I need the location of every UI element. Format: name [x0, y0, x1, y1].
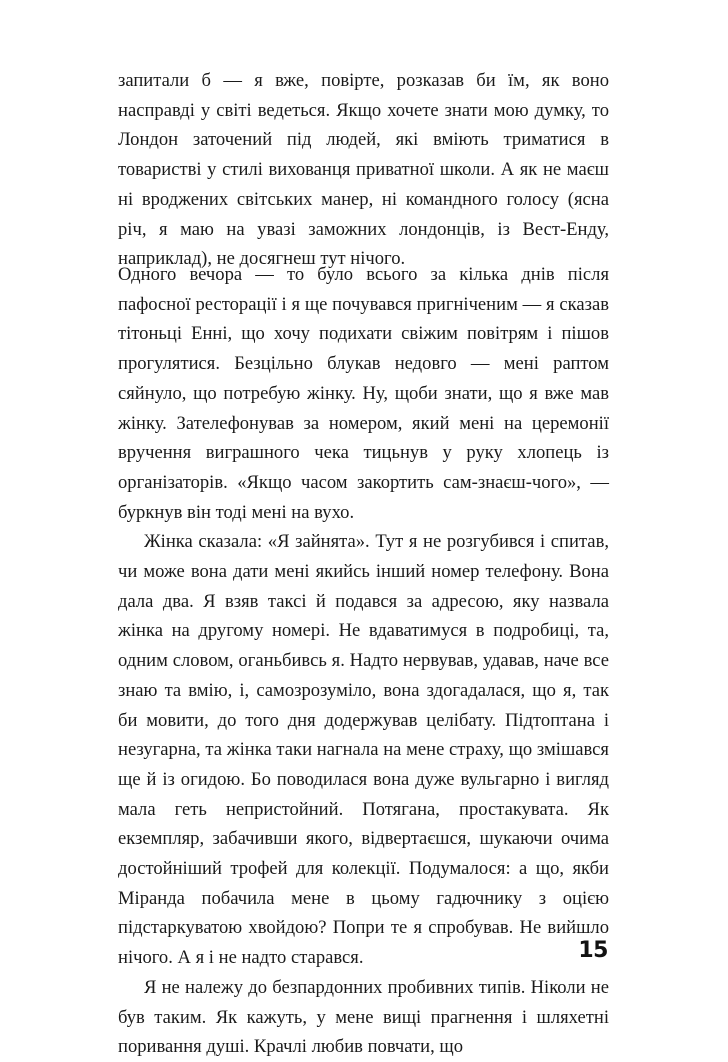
paragraph: Жінка сказала: «Я зайнята». Тут я не розгубився і спитав, чи може вона дати мені якийсь інший номер телефону. Вона дала два. Я взяв таксі й подався за адресою, яку назвала жінка на другому номері. Не вдаватимуся в подробиці, та, одним словом, оганьбивсь я. Надто нервував, удавав, наче все знаю та вмію, і, самозрозуміло, вона здогадалася, що я, так би мовити, до того дня додержував целібату. Підтоптана і незугарна, та жінка таки нагнала на мене страху, що змішався ще й із огидою. Бо поводилася вона дуже вульгарно і вигляд мала геть непристойний. Потягана, простакувата. Як екземпляр, забачивши якого, відвертаєшся, шукаючи очима достойніший трофей для колекції. Подумалося: а що, якби Міранда побачила мене в цьому гадючнику з оцією підстаркуватою хвойдою? Попри те я спробував. Не вийшло нічого. А я і не надто старався.	[118, 531, 609, 969]
paragraph: Я не належу до безпардонних пробивних типів. Ніколи не був таким. Як кажуть, у мене вищі прагнення і шляхетні поривання душі. Крачлі любив повчати, що	[118, 976, 609, 1058]
paragraph-continuation: запитали б — я вже, повірте, розказав би їм, як воно насправді у світі ведеться. Якщо хочете знати мою думку, то Лондон заточений під людей, які вміють триматися в товаристві у стилі вихованця приватної школи. А як не маєш ні вроджених світських манер, ні командного голосу (ясна річ, я маю на увазі заможних лондонців, із Вест-Енду, наприклад), не досягнеш тут нічого.	[118, 70, 609, 270]
text-block-top	[118, 66, 609, 274]
text-block-main	[118, 260, 609, 1062]
page-number: 15	[578, 938, 608, 963]
paragraph: Одного вечора — то було всього за кілька днів після пафосної ресторації і я ще почувався пригніченим — я сказав тітоньці Енні, що хочу подихати свіжим повітрям і пішов прогулятися. Безцільно блукав недовго — мені раптом сяйнуло, що потребую жінку. Ну, щоби знати, що я вже мав жінку. Зателефонував за номером, який мені на церемонії вручення виграшного чека тицьнув у руку хлопець із організаторів. «Якщо часом закортить сам-знаєш-чого», — буркнув він тоді мені на вухо.	[118, 264, 609, 523]
